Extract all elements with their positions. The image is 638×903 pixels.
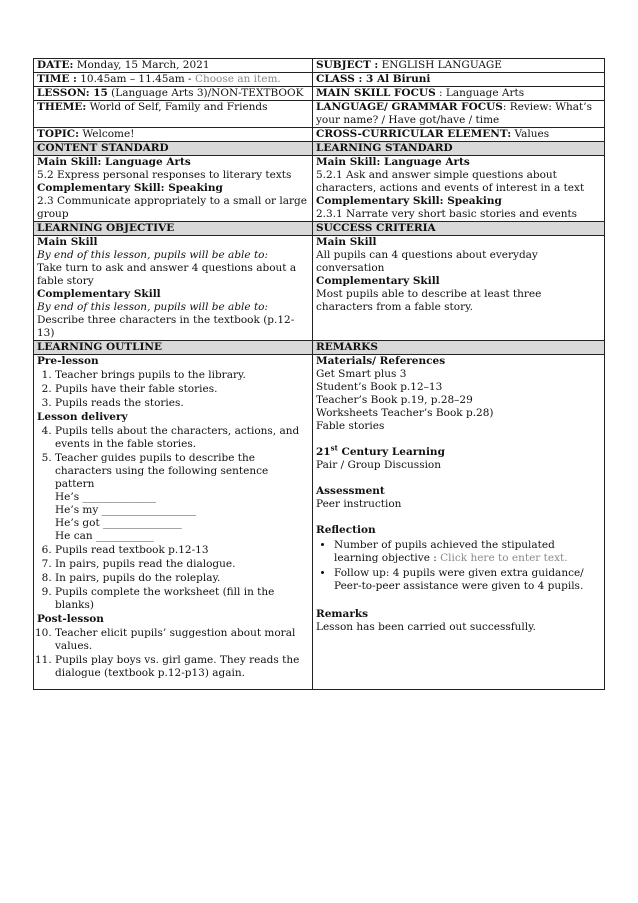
success-criteria-header: SUCCESS CRITERIA bbox=[313, 222, 605, 236]
list-item: 6. Pupils read textbook p.12-13 bbox=[55, 544, 309, 557]
pattern-line: He’s got _______________ bbox=[55, 517, 182, 529]
pattern-line: He’s ______________ bbox=[55, 491, 156, 503]
cross-curricular-cell bbox=[313, 128, 605, 142]
grammar-label: LANGUAGE/ GRAMMAR FOCUS bbox=[316, 101, 503, 113]
lesson-label: LESSON: 15 bbox=[37, 87, 108, 99]
cross-value: Values bbox=[511, 128, 550, 140]
lesson-plan-table bbox=[33, 58, 605, 690]
material-item: Student’s Book p.12–13 bbox=[316, 381, 443, 393]
century-learning-text: Pair / Group Discussion bbox=[316, 459, 442, 471]
objective-comp-skill: Complementary Skill bbox=[37, 288, 161, 300]
row-objectives-header bbox=[34, 222, 605, 236]
pattern-intro: Teacher guides pupils to describe the characters using the following sentence pattern bbox=[55, 452, 269, 490]
assessment-text: Peer instruction bbox=[316, 498, 402, 510]
list-item: 2. Pupils have their fable stories. bbox=[55, 383, 309, 396]
topic-value: Welcome! bbox=[79, 128, 135, 140]
row-objectives bbox=[34, 236, 605, 341]
learning-objective-cell bbox=[34, 236, 313, 341]
row-outline-header bbox=[34, 341, 605, 355]
century-rest: Century Learning bbox=[337, 446, 445, 458]
remarks-text: Lesson has been carried out successfully. bbox=[316, 621, 536, 633]
lesson-cell bbox=[34, 87, 313, 101]
reflection-title: Reflection bbox=[316, 524, 376, 536]
row-time bbox=[34, 73, 605, 87]
content-comp-text: 2.3 Communicate appropriately to a small or large group bbox=[37, 195, 307, 220]
learning-outline-header: LEARNING OUTLINE bbox=[34, 341, 313, 355]
learning-comp-skill: Complementary Skill: Speaking bbox=[316, 195, 502, 207]
list-item bbox=[55, 452, 309, 543]
list-item: 4. Pupils tells about the characters, actions, and events in the fable stories. bbox=[55, 425, 309, 451]
learning-comp-text: 2.3.1 Narrate very short basic stories and events bbox=[316, 208, 578, 220]
reflection-text-field[interactable]: Click here to enter text. bbox=[440, 552, 568, 564]
objective-by-end: By end of this lesson, pupils will be able to: bbox=[37, 249, 269, 261]
pattern-line: He can ___________ bbox=[55, 530, 154, 542]
time-cell bbox=[34, 73, 313, 87]
msf-value: : Language Arts bbox=[435, 87, 525, 99]
row-standards-header bbox=[34, 142, 605, 156]
list-item: 9. Pupils complete the worksheet (fill in the blanks) bbox=[55, 586, 309, 612]
subject-label: SUBJECT : bbox=[316, 59, 379, 71]
pattern-line: He’s my __________________ bbox=[55, 504, 197, 516]
learning-main-skill: Main Skill: Language Arts bbox=[316, 156, 470, 168]
lesson-value: (Language Arts 3)/NON-TEXTBOOK bbox=[107, 87, 304, 99]
theme-value: World of Self, Family and Friends bbox=[86, 101, 268, 113]
list-item: 3. Pupils reads the stories. bbox=[55, 397, 309, 410]
content-comp-skill: Complementary Skill: Speaking bbox=[37, 182, 223, 194]
materials-title: Materials/ References bbox=[316, 355, 446, 367]
remarks-cell bbox=[313, 355, 605, 690]
list-item: 11. Pupils play boys vs. girl game. They reads the dialogue (textbook p.12-p13) again. bbox=[55, 654, 309, 680]
row-outline bbox=[34, 355, 605, 690]
assessment-title: Assessment bbox=[316, 485, 385, 497]
lesson-delivery-list-2 bbox=[37, 544, 309, 612]
list-item: 1. Teacher brings pupils to the library. bbox=[55, 369, 309, 382]
learning-outline-cell bbox=[34, 355, 313, 690]
post-lesson-title: Post-lesson bbox=[37, 613, 104, 625]
criteria-comp-text: Most pupils able to describe at least three characters from a fable story. bbox=[316, 288, 542, 313]
century-learning-title bbox=[316, 443, 601, 459]
century-num: 21 bbox=[316, 446, 331, 458]
row-date bbox=[34, 59, 605, 73]
learning-objective-header: LEARNING OBJECTIVE bbox=[34, 222, 313, 236]
main-skill-focus-cell bbox=[313, 87, 605, 101]
theme-cell bbox=[34, 101, 313, 128]
learning-standard-header: LEARNING STANDARD bbox=[313, 142, 605, 156]
theme-label: THEME: bbox=[37, 101, 87, 113]
objective-by-end-2: By end of this lesson, pupils will be able to: bbox=[37, 301, 269, 313]
lesson-delivery-title: Lesson delivery bbox=[37, 411, 128, 423]
list-item bbox=[334, 539, 601, 565]
grammar-value: : Review: What’s your name? / Have got/have / time bbox=[316, 101, 592, 126]
material-item: Fable stories bbox=[316, 420, 385, 432]
content-main-skill: Main Skill: Language Arts bbox=[37, 156, 191, 168]
msf-label: MAIN SKILL FOCUS bbox=[316, 87, 436, 99]
subject-cell bbox=[313, 59, 605, 73]
row-standards bbox=[34, 156, 605, 222]
class-cell bbox=[313, 73, 605, 87]
list-item: 8. In pairs, pupils do the roleplay. bbox=[55, 572, 309, 585]
time-dropdown[interactable]: Choose an item. bbox=[194, 73, 281, 85]
reflection-list bbox=[316, 539, 601, 593]
remarks-title: Remarks bbox=[316, 608, 369, 620]
class-label: CLASS : 3 Al Biruni bbox=[316, 73, 431, 85]
topic-cell bbox=[34, 128, 313, 142]
reflection-1-text: Number of pupils achieved the stipulated learning objective : bbox=[334, 539, 555, 564]
row-lesson bbox=[34, 87, 605, 101]
pre-lesson-list bbox=[37, 369, 309, 410]
grammar-focus-cell bbox=[313, 101, 605, 128]
date-label: DATE: bbox=[37, 59, 74, 71]
objective-main-skill: Main Skill bbox=[37, 236, 98, 248]
time-value: 10.45am – 11.45am - bbox=[76, 73, 195, 85]
learning-main-text: 5.2.1 Ask and answer simple questions about characters, actions and events of interest in a text bbox=[316, 169, 585, 194]
list-item: • Follow up: 4 pupils were given extra guidance/ Peer-to-peer assistance were given to 4 pupils. bbox=[334, 567, 601, 593]
content-standard-cell bbox=[34, 156, 313, 222]
topic-label: TOPIC: bbox=[37, 128, 79, 140]
cross-label: CROSS-CURRICULAR ELEMENT: bbox=[316, 128, 512, 140]
material-item: Teacher’s Book p.19, p.28–29 bbox=[316, 394, 473, 406]
criteria-main-skill: Main Skill bbox=[316, 236, 377, 248]
date-cell bbox=[34, 59, 313, 73]
list-item: 10. Teacher elicit pupils’ suggestion about moral values. bbox=[55, 627, 309, 653]
century-sup: st bbox=[330, 443, 338, 453]
time-label: TIME : bbox=[37, 73, 77, 85]
success-criteria-cell bbox=[313, 236, 605, 341]
post-lesson-list bbox=[37, 627, 309, 680]
lesson-delivery-list bbox=[37, 425, 309, 543]
objective-comp-text: Describe three characters in the textbook (p.12-13) bbox=[37, 314, 295, 339]
learning-standard-cell bbox=[313, 156, 605, 222]
criteria-comp-skill: Complementary Skill bbox=[316, 275, 440, 287]
content-standard-header: CONTENT STANDARD bbox=[34, 142, 313, 156]
criteria-main-text: All pupils can 4 questions about everyday conversation bbox=[316, 249, 538, 274]
subject-value: ENGLISH LANGUAGE bbox=[378, 59, 502, 71]
content-main-text: 5.2 Express personal responses to literary texts bbox=[37, 169, 292, 181]
pre-lesson-title: Pre-lesson bbox=[37, 355, 99, 367]
remarks-header: REMARKS bbox=[313, 341, 605, 355]
material-item: Worksheets Teacher’s Book p.28) bbox=[316, 407, 494, 419]
row-theme bbox=[34, 101, 605, 128]
date-value: Monday, 15 March, 2021 bbox=[73, 59, 210, 71]
list-item: 7. In pairs, pupils read the dialogue. bbox=[55, 558, 309, 571]
row-topic bbox=[34, 128, 605, 142]
material-item: Get Smart plus 3 bbox=[316, 368, 407, 380]
objective-main-text: Take turn to ask and answer 4 questions about a fable story bbox=[37, 262, 297, 287]
